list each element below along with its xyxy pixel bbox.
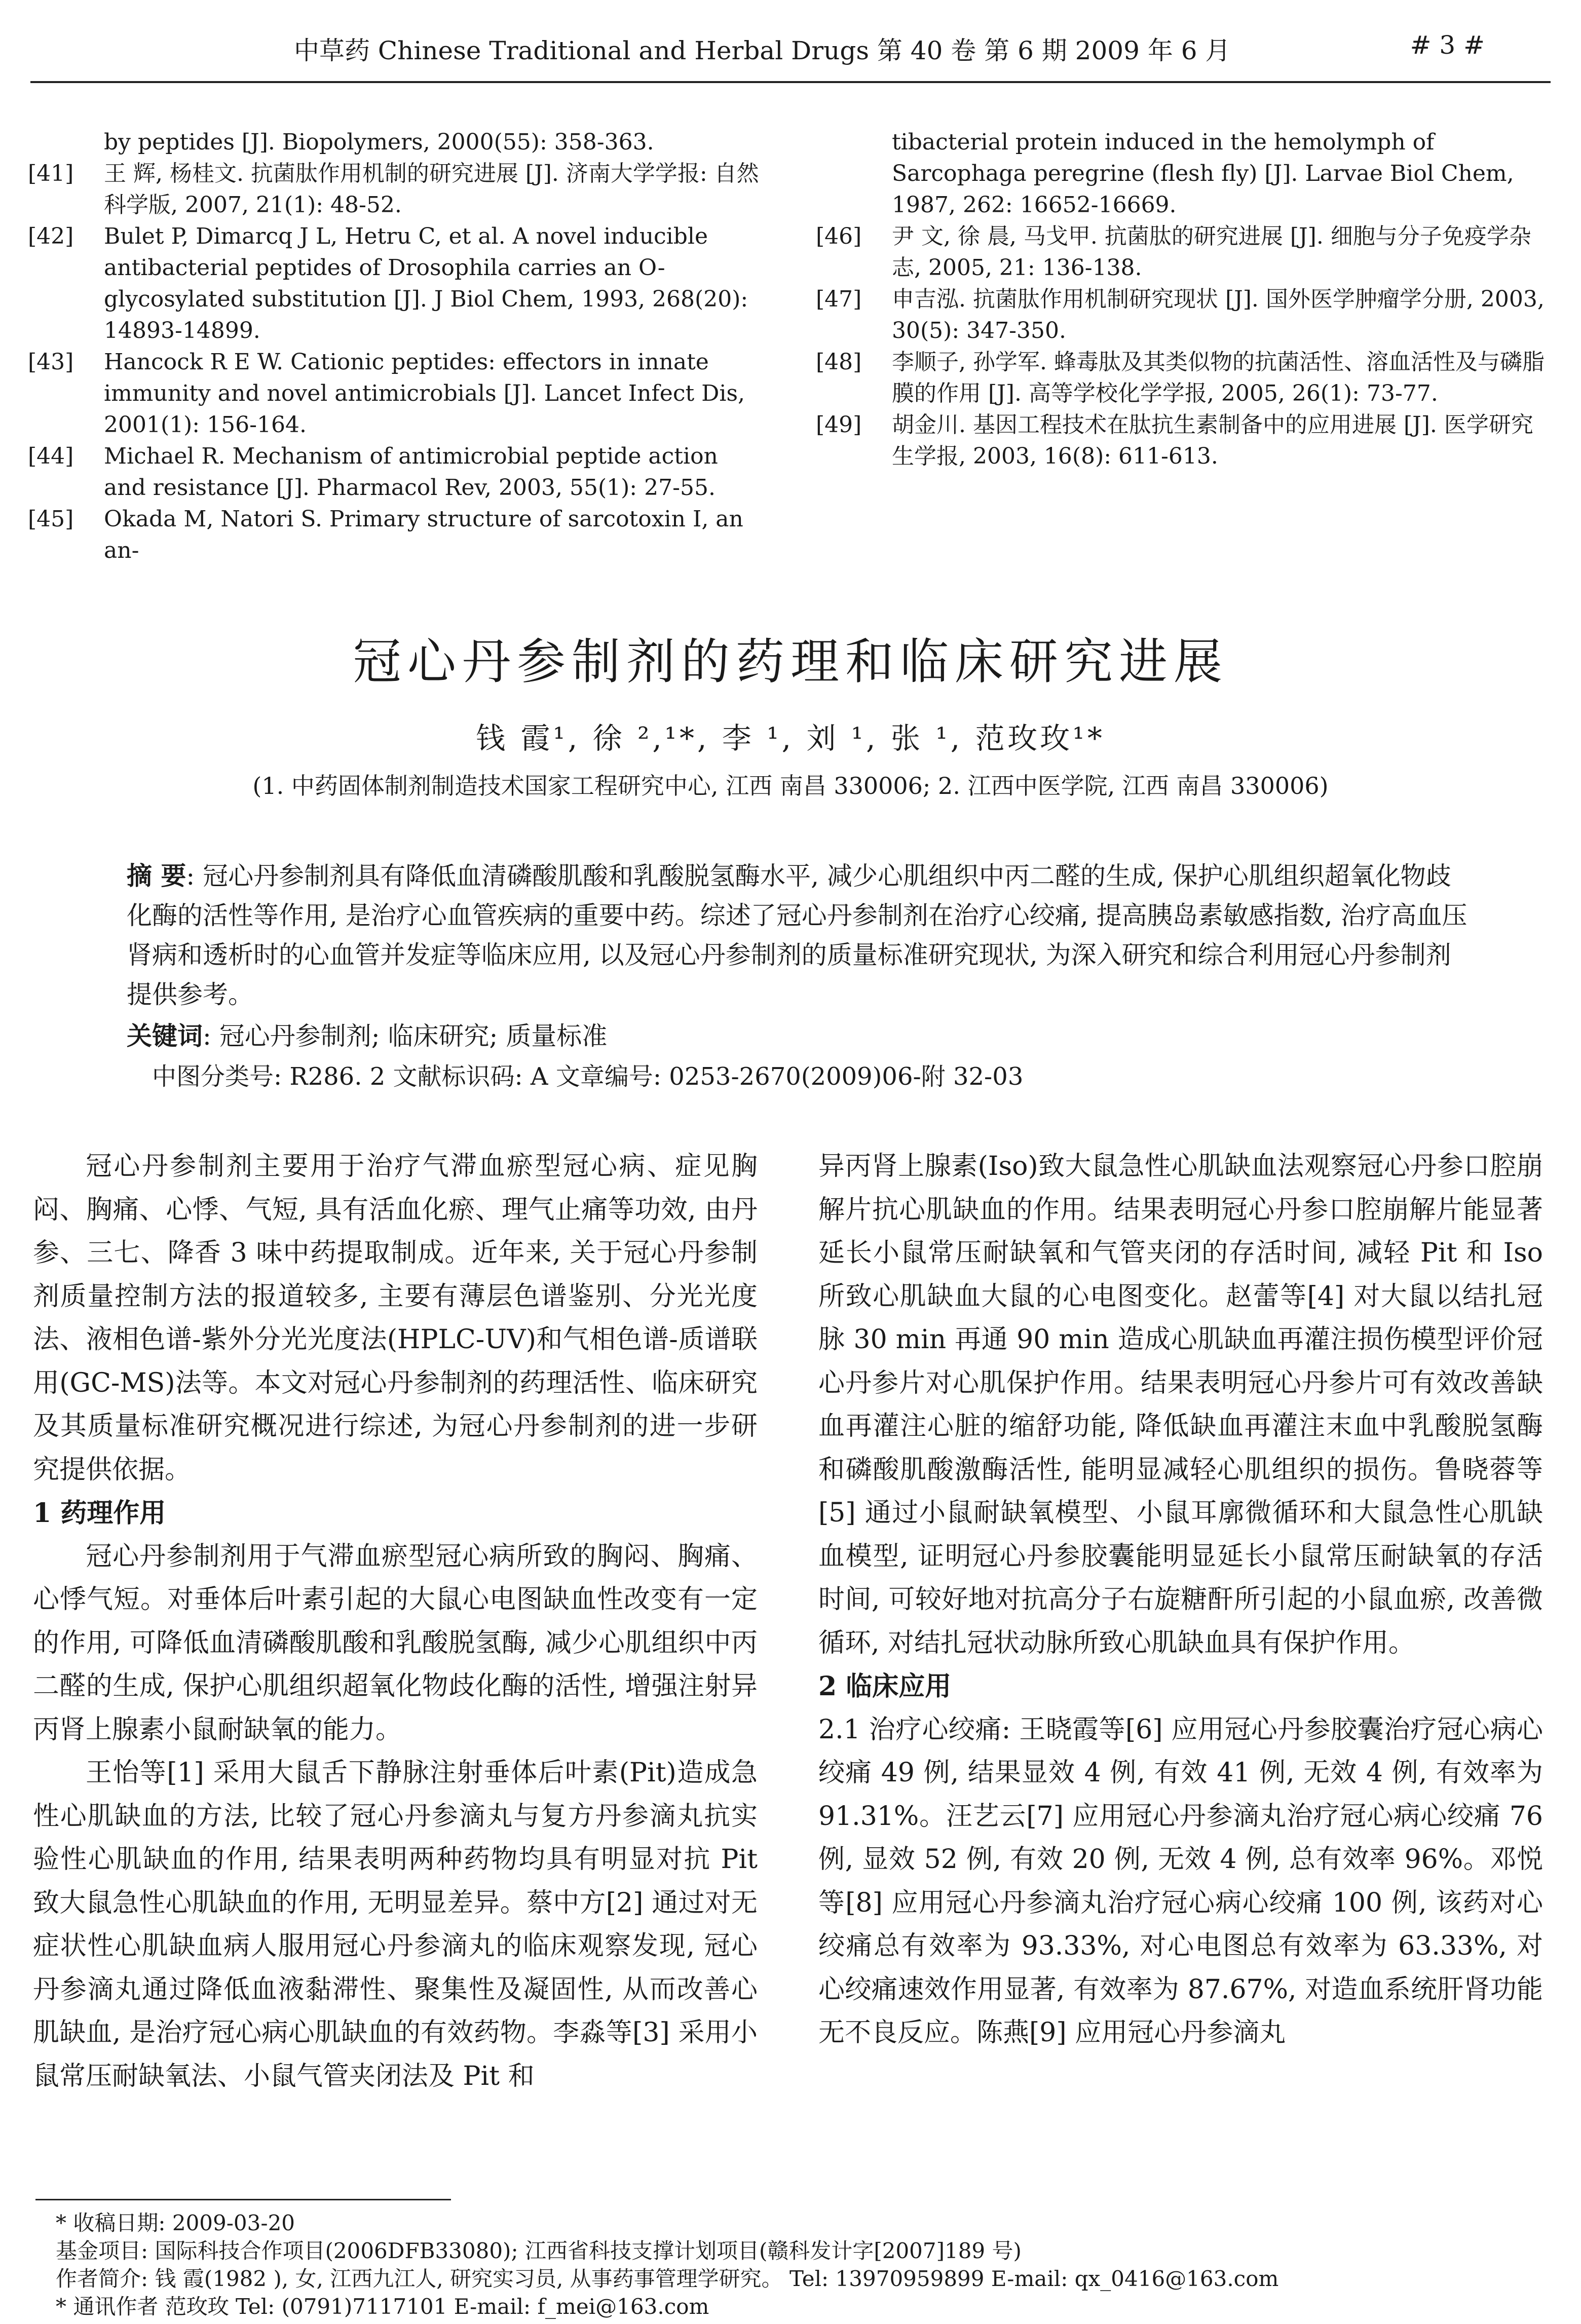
reference-text: 王 辉, 杨桂文. 抗菌肽作用机制的研究进展 [J]. 济南大学学报: 自然科学版, 2007, 21(1): 48-52. [104, 161, 759, 218]
body-paragraph: 冠心丹参制剂用于气滞血瘀型冠心病所致的胸闷、胸痛、心悸气短。对垂体后叶素引起的大鼠心电图缺血性改变有一定的作用, 可降低血清磷酸肌酸和乳酸脱氢酶, 减少心肌组织中丙二醛的生成, 保护心肌组织超氧化物歧化酶的活性, 增强注射异丙肾上腺素小鼠耐缺氧的能力。 [33, 1541, 758, 1745]
page-number: # 3 # [1410, 30, 1485, 60]
footnote-line: * 通讯作者 范玫玫 Tel: (0791)7117101 E-mail: f_mei@163.com [56, 2294, 709, 2319]
reference-text: Hancock R E W. Cationic peptides: effectors in innate immunity and novel antimicrobials [J]. Lancet Infect Dis, 2001(1): 156-164. [104, 349, 745, 438]
reference-entry [28, 127, 763, 158]
keywords-label: 关键词 [127, 1021, 203, 1051]
reference-number: [46] [816, 223, 862, 249]
reference-text: Michael R. Mechanism of antimicrobial peptide action and resistance [J]. Pharmacol Rev, 2003, 55(1): 27-55. [104, 443, 718, 501]
reference-entry [816, 127, 1551, 221]
journal-header: 中草药 Chinese Traditional and Herbal Drugs 第 40 卷 第 6 期 2009 年 6 月 [294, 36, 1231, 65]
classification-line: 中图分类号: R286. 2 文献标识码: A 文章编号: 0253-2670(2009)06-附 32-03 [152, 1062, 1024, 1091]
reference-number: [49] [816, 412, 862, 438]
reference-number: [43] [28, 349, 74, 375]
reference-text: tibacterial protein induced in the hemolymph of Sarcophaga peregrine (flesh fly) [J]. Larvae Biol Chem, 1987, 262: 16652-16669. [892, 129, 1514, 218]
header-rule [30, 81, 1551, 83]
reference-entry [816, 347, 1551, 409]
abstract [127, 856, 1475, 1014]
reference-text: by peptides [J]. Biopolymers, 2000(55): 358-363. [104, 129, 654, 155]
body-paragraph: 王怡等[1] 采用大鼠舌下静脉注射垂体后叶素(Pit)造成急性心肌缺血的方法, 比较了冠心丹参滴丸与复方丹参滴丸抗实验性心肌缺血的作用, 结果表明两种药物均具有明显对抗 Pit 致大鼠急性心肌缺血的作用, 无明显差异。蔡中方[2] 通过对无症状性心肌缺血病人服用冠心丹参滴丸的临床观察发现, 冠心丹参滴丸通过降低血液黏滞性、聚集性及凝固性, 从而改善心肌缺血, 是治疗冠心病心肌缺血的有效药物。李淼等[3] 采用小鼠常压耐缺氧法、小鼠气管夹闭法及 Pit 和 [33, 1758, 758, 2091]
reference-text: 尹 文, 徐 晨, 马戈甲. 抗菌肽的研究进展 [J]. 细胞与分子免疫学杂志, 2005, 21: 136-138. [892, 223, 1531, 281]
reference-number: [48] [816, 349, 862, 375]
abstract-label: 摘 要 [127, 861, 186, 891]
footnote-line: 作者简介: 钱 霞(1982 ), 女, 江西九江人, 研究实习员, 从事药事管理学研究。 Tel: 13970959899 E-mail: qx_0416@163.com [56, 2266, 1279, 2291]
section-heading: 1 药理作用 [33, 1498, 166, 1529]
reference-entry [816, 221, 1551, 284]
article-authors: 钱 霞¹, 徐 ²,¹*, 李 ¹, 刘 ¹, 张 ¹, 范玫玫¹* [476, 721, 1105, 755]
reference-entry [816, 284, 1551, 347]
abstract-text: : 冠心丹参制剂具有降低血清磷酸肌酸和乳酸脱氢酶水平, 减少心肌组织中丙二醛的生成, 保护心肌组织超氧化物歧化酶的活性等作用, 是治疗心血管疾病的重要中药。综述了冠心丹参制剂在治疗心绞痛, 提高胰岛素敏感指数, 治疗高血压肾病和透析时的心血管并发症等临床应用, 以及冠心丹参制剂的质量标准研究现状, 为深入研究和综合利用冠心丹参制剂提供参考。 [127, 861, 1467, 1009]
footnote-line: * 收稿日期: 2009-03-20 [56, 2211, 295, 2235]
body-column-right [818, 1145, 1543, 2055]
article-affiliation: (1. 中药固体制剂制造技术国家工程研究中心, 江西 南昌 330006; 2. 江西中医学院, 江西 南昌 330006) [252, 772, 1329, 799]
reference-text: 胡金川. 基因工程技术在肽抗生素制备中的应用进展 [J]. 医学研究生学报, 2003, 16(8): 611-613. [892, 412, 1533, 469]
reference-entry [28, 347, 763, 441]
footnote-rule [35, 2199, 451, 2200]
reference-text: 申吉泓. 抗菌肽作用机制研究现状 [J]. 国外医学肿瘤学分册, 2003, 30(5): 347-350. [892, 286, 1545, 344]
reference-number: [45] [28, 506, 74, 532]
keywords [127, 1018, 1475, 1054]
body-paragraph: 异丙肾上腺素(Iso)致大鼠急性心肌缺血法观察冠心丹参口腔崩解片抗心肌缺血的作用。结果表明冠心丹参口腔崩解片能显著延长小鼠常压耐缺氧和气管夹闭的存活时间, 减轻 Pit 和 Iso 所致心肌缺血大鼠的心电图变化。赵蕾等[4] 对大鼠以结扎冠脉 30 min 再通 90 min 造成心肌缺血再灌注损伤模型评价冠心丹参片对心肌保护作用。结果表明冠心丹参片可有效改善缺血再灌注心脏的缩舒功能, 降低缺血再灌注末血中乳酸脱氢酶和磷酸肌酸激酶活性, 能明显减轻心肌组织的损伤。鲁晓蓉等[5] 通过小鼠耐缺氧模型、小鼠耳廓微循环和大鼠急性心肌缺血模型, 证明冠心丹参胶囊能明显延长小鼠常压耐缺氧的存活时间, 可较好地对抗高分子右旋糖酐所引起的小鼠血瘀, 改善微循环, 对结扎冠状动脉所致心肌缺血具有保护作用。 [818, 1151, 1543, 1658]
body-paragraph: 2.1 治疗心绞痛: 王晓霞等[6] 应用冠心丹参胶囊治疗冠心病心绞痛 49 例, 结果显效 4 例, 有效 41 例, 无效 4 例, 有效率为 91.31%。汪艺云[7] 应用冠心丹参滴丸治疗冠心病心绞痛 76 例, 显效 52 例, 有效 20 例, 无效 4 例, 总有效率 96%。邓悦等[8] 应用冠心丹参滴丸治疗冠心病心绞痛 100 例, 该药对心绞痛总有效率为 93.33%, 对心电图总有效率为 63.33%, 对心绞痛速效作用显著, 有效率为 87.67%, 对造血系统肝肾功能无不良反应。陈燕[9] 应用冠心丹参滴丸 [818, 1714, 1543, 2048]
page-header [0, 30, 1581, 76]
footnotes [56, 2209, 1525, 2320]
reference-text: 李顺子, 孙学军. 蜂毒肽及其类似物的抗菌活性、溶血活性及与磷脂膜的作用 [J]. 高等学校化学学报, 2005, 26(1): 73-77. [892, 349, 1545, 406]
reference-number: [44] [28, 443, 74, 469]
reference-entry [28, 441, 763, 504]
reference-entry [28, 158, 763, 221]
section-heading: 2 临床应用 [818, 1671, 952, 1702]
reference-number: [42] [28, 223, 74, 249]
reference-list-left [28, 127, 763, 566]
keywords-text: : 冠心丹参制剂; 临床研究; 质量标准 [203, 1021, 608, 1051]
reference-number: [41] [28, 161, 74, 186]
reference-text: Okada M, Natori S. Primary structure of sarcotoxin I, an an- [104, 506, 743, 563]
reference-entry [28, 221, 763, 347]
footnote-line: 基金项目: 国际科技合作项目(2006DFB33080); 江西省科技支撑计划项目(赣科发计字[2007]189 号) [56, 2238, 1022, 2263]
reference-number: [47] [816, 286, 862, 312]
reference-text: Bulet P, Dimarcq J L, Hetru C, et al. A novel inducible antibacterial peptides of Drosophila carries an O-glycosylated substitution [J]. J Biol Chem, 1993, 268(20): 14893-14899. [104, 223, 748, 344]
reference-entry [28, 504, 763, 566]
body-column-left [33, 1145, 758, 2098]
reference-list-right [816, 127, 1551, 472]
body-paragraph: 冠心丹参制剂主要用于治疗气滞血瘀型冠心病、症见胸闷、胸痛、心悸、气短, 具有活血化瘀、理气止痛等功效, 由丹参、三七、降香 3 味中药提取制成。近年来, 关于冠心丹参制剂质量控制方法的报道较多, 主要有薄层色谱鉴别、分光光度法、液相色谱-紫外分光光度法(HPLC-UV)和气相色谱-质谱联用(GC-MS)法等。本文对冠心丹参制剂的药理活性、临床研究及其质量标准研究概况进行综述, 为冠心丹参制剂的进一步研究提供依据。 [33, 1151, 758, 1485]
article-title: 冠心丹参制剂的药理和临床研究进展 [353, 633, 1228, 690]
reference-entry [816, 409, 1551, 472]
